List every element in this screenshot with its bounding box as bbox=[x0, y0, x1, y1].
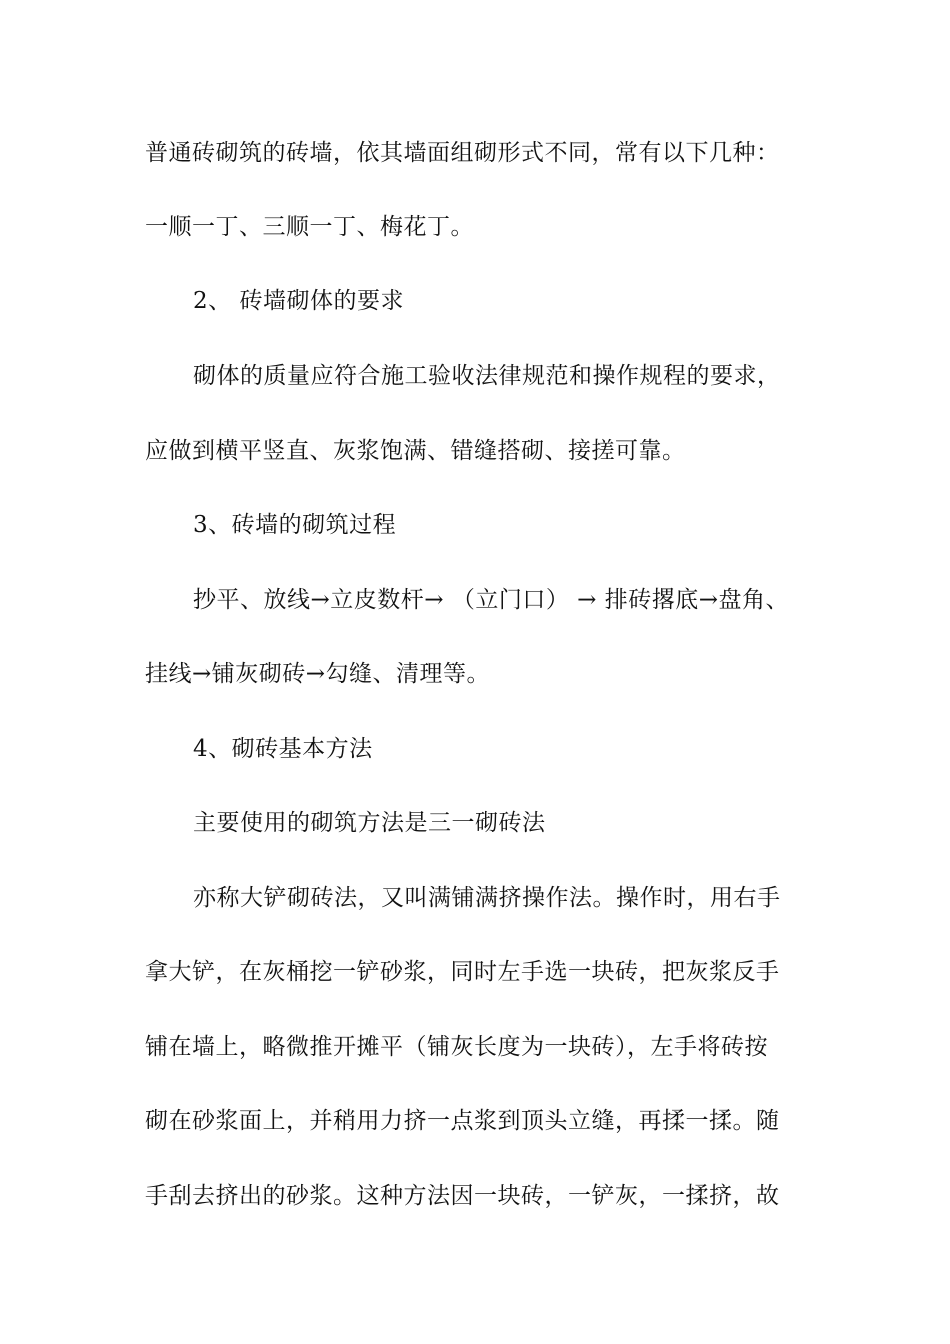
paragraph-line: 普通砖砌筑的砖墙，依其墙面组砌形式不同，常有以下几种： bbox=[145, 140, 780, 166]
paragraph-line: 一顺一丁、三顺一丁、梅花丁。 bbox=[145, 214, 474, 240]
section-heading: 3、砖墙的砌筑过程 bbox=[193, 512, 397, 538]
section-heading: 2、 砖墙砌体的要求 bbox=[193, 288, 404, 314]
paragraph-line: 砌体的质量应符合施工验收法律规范和操作规程的要求， bbox=[193, 363, 781, 389]
section-heading: 4、砌砖基本方法 bbox=[193, 736, 373, 762]
paragraph-line: 挂线→铺灰砌砖→勾缝、清理等。 bbox=[145, 661, 491, 687]
paragraph-line: 铺在墙上，略微推开摊平（铺灰长度为一块砖），左手将砖按 bbox=[145, 1034, 768, 1060]
paragraph-line: 手刮去挤出的砂浆。这种方法因一块砖，一铲灰，一揉挤，故 bbox=[145, 1183, 780, 1209]
paragraph-line: 砌在砂浆面上，并稍用力挤一点浆到顶头立缝，再揉一揉。随 bbox=[145, 1108, 780, 1134]
paragraph-line: 拿大铲，在灰桶挖一铲砂浆，同时左手选一块砖，把灰浆反手 bbox=[145, 959, 780, 985]
paragraph-line: 抄平、放线→立皮数杆→ （立门口） → 排砖撂底→盘角、 bbox=[193, 587, 790, 613]
paragraph-line: 亦称大铲砌砖法，又叫满铺满挤操作法。操作时，用右手 bbox=[193, 885, 781, 911]
paragraph-line: 主要使用的砌筑方法是三一砌砖法 bbox=[193, 810, 546, 836]
paragraph-line: 应做到横平竖直、灰浆饱满、错缝搭砌、接搓可靠。 bbox=[145, 438, 686, 464]
